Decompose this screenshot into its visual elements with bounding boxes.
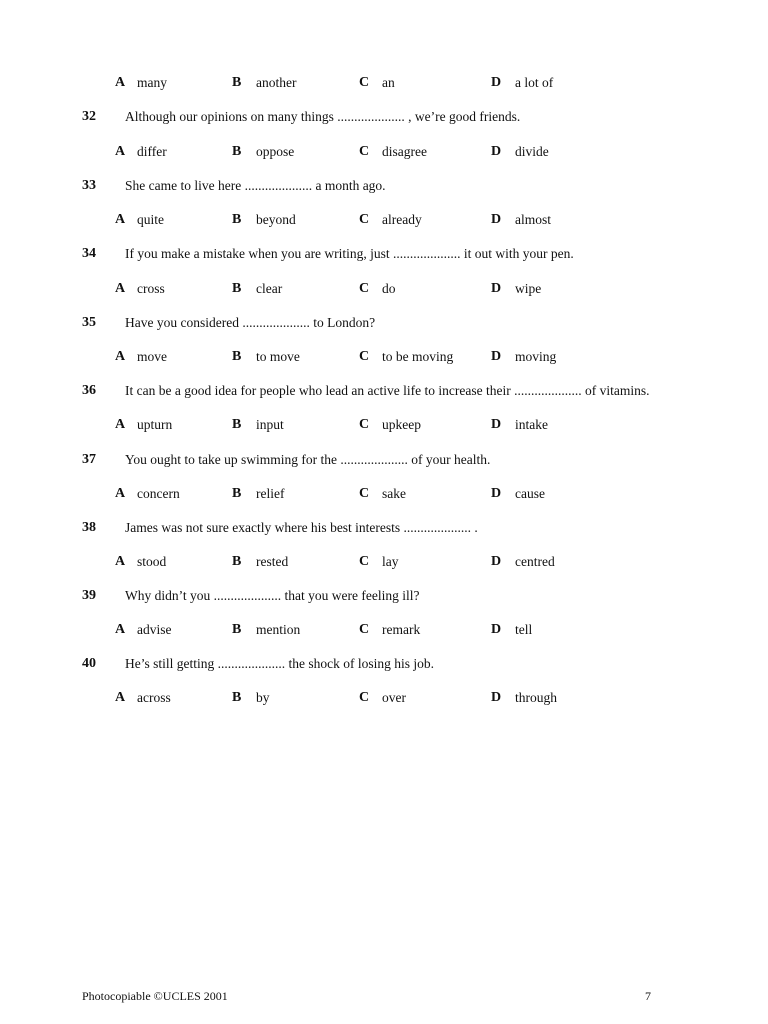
question-number: 33 bbox=[82, 178, 96, 193]
question-text: He’s still getting .................... the shock of losing his job. bbox=[125, 656, 434, 671]
option-text-a: quite bbox=[137, 212, 164, 227]
option-text-a: advise bbox=[137, 622, 172, 637]
option-text-b: relief bbox=[256, 486, 285, 501]
option-text-c: already bbox=[382, 212, 422, 227]
question-38 bbox=[0, 520, 768, 540]
option-text-a: cross bbox=[137, 281, 165, 296]
option-letter-d: D bbox=[491, 144, 502, 159]
question-number: 37 bbox=[82, 452, 96, 467]
option-letter-d: D bbox=[491, 554, 502, 569]
option-text-c: sake bbox=[382, 486, 406, 501]
option-text-b: clear bbox=[256, 281, 283, 296]
option-text-a: across bbox=[137, 690, 171, 705]
option-text-a: upturn bbox=[137, 417, 173, 432]
option-text-d: centred bbox=[515, 554, 555, 569]
option-letter-c: C bbox=[359, 417, 370, 432]
option-text-d: cause bbox=[515, 486, 545, 501]
option-letter-d: D bbox=[491, 486, 502, 501]
option-letter-c: C bbox=[359, 144, 370, 159]
option-letter-b: B bbox=[232, 622, 242, 637]
option-letter-d: D bbox=[491, 417, 502, 432]
option-letter-c: C bbox=[359, 554, 370, 569]
option-letter-c: C bbox=[359, 349, 370, 364]
question-35 bbox=[0, 315, 768, 335]
question-37 bbox=[0, 452, 768, 472]
option-letter-a: A bbox=[115, 144, 126, 159]
question-text: James was not sure exactly where his best interests .................... . bbox=[125, 520, 478, 535]
option-letter-c: C bbox=[359, 622, 370, 637]
question-number: 39 bbox=[82, 588, 96, 603]
option-text-a: stood bbox=[137, 554, 167, 569]
question-40 bbox=[0, 656, 768, 676]
option-letter-a: A bbox=[115, 349, 126, 364]
options-row-38 bbox=[0, 554, 768, 574]
option-text-c: to be moving bbox=[382, 349, 454, 364]
question-number: 38 bbox=[82, 520, 96, 535]
option-letter-d: D bbox=[491, 212, 502, 227]
option-text-a: move bbox=[137, 349, 167, 364]
option-letter-c: C bbox=[359, 212, 370, 227]
option-text-d: divide bbox=[515, 144, 549, 159]
option-text-a: many bbox=[137, 75, 167, 90]
option-text-c: do bbox=[382, 281, 396, 296]
question-number: 32 bbox=[82, 109, 96, 124]
option-text-d: wipe bbox=[515, 281, 542, 296]
option-letter-b: B bbox=[232, 349, 242, 364]
option-text-c: upkeep bbox=[382, 417, 421, 432]
question-number: 40 bbox=[82, 656, 96, 671]
options-row-36 bbox=[0, 417, 768, 437]
question-text: Why didn’t you .................... that you were feeling ill? bbox=[125, 588, 420, 603]
option-letter-c: C bbox=[359, 486, 370, 501]
option-text-b: another bbox=[256, 75, 297, 90]
option-letter-c: C bbox=[359, 281, 370, 296]
option-letter-d: D bbox=[491, 75, 502, 90]
option-letter-a: A bbox=[115, 212, 126, 227]
question-text: She came to live here .................... a month ago. bbox=[125, 178, 386, 193]
options-row-34 bbox=[0, 281, 768, 301]
page-number: 7 bbox=[645, 989, 651, 1003]
question-text: You ought to take up swimming for the .................... of your health. bbox=[125, 452, 491, 467]
options-row-32 bbox=[0, 144, 768, 164]
option-text-d: a lot of bbox=[515, 75, 554, 90]
option-letter-c: C bbox=[359, 75, 370, 90]
question-33 bbox=[0, 178, 768, 198]
option-letter-b: B bbox=[232, 281, 242, 296]
option-text-a: concern bbox=[137, 486, 180, 501]
option-text-b: mention bbox=[256, 622, 301, 637]
option-letter-b: B bbox=[232, 417, 242, 432]
option-letter-b: B bbox=[232, 690, 242, 705]
question-text: It can be a good idea for people who lead an active life to increase their .................... of vitamins. bbox=[125, 383, 650, 398]
option-letter-d: D bbox=[491, 349, 502, 364]
option-letter-a: A bbox=[115, 554, 126, 569]
question-32 bbox=[0, 109, 768, 129]
option-text-d: tell bbox=[515, 622, 533, 637]
footer-copyright: Photocopiable ©UCLES 2001 bbox=[82, 989, 228, 1003]
question-36 bbox=[0, 383, 768, 403]
option-text-c: disagree bbox=[382, 144, 427, 159]
option-text-c: remark bbox=[382, 622, 421, 637]
option-letter-a: A bbox=[115, 75, 126, 90]
option-letter-d: D bbox=[491, 690, 502, 705]
option-letter-d: D bbox=[491, 622, 502, 637]
options-row-37 bbox=[0, 486, 768, 506]
question-number: 35 bbox=[82, 315, 96, 330]
options-row-31 bbox=[0, 75, 768, 95]
option-letter-a: A bbox=[115, 622, 126, 637]
option-text-b: beyond bbox=[256, 212, 296, 227]
option-letter-a: A bbox=[115, 417, 126, 432]
option-letter-b: B bbox=[232, 554, 242, 569]
option-text-d: moving bbox=[515, 349, 557, 364]
option-letter-b: B bbox=[232, 212, 242, 227]
option-text-d: almost bbox=[515, 212, 551, 227]
option-text-c: an bbox=[382, 75, 395, 90]
option-text-c: over bbox=[382, 690, 406, 705]
option-text-b: oppose bbox=[256, 144, 295, 159]
question-text: If you make a mistake when you are writing, just .................... it out with your pen. bbox=[125, 246, 574, 261]
question-text: Have you considered .................... to London? bbox=[125, 315, 376, 330]
option-text-a: differ bbox=[137, 144, 167, 159]
option-letter-d: D bbox=[491, 281, 502, 296]
option-letter-b: B bbox=[232, 486, 242, 501]
question-34 bbox=[0, 246, 768, 266]
options-row-40 bbox=[0, 690, 768, 710]
option-text-d: intake bbox=[515, 417, 548, 432]
question-text: Although our opinions on many things .................... , we’re good friends. bbox=[125, 109, 521, 124]
option-text-c: lay bbox=[382, 554, 399, 569]
option-letter-b: B bbox=[232, 75, 242, 90]
options-row-39 bbox=[0, 622, 768, 642]
option-letter-a: A bbox=[115, 486, 126, 501]
option-text-b: by bbox=[256, 690, 270, 705]
question-number: 36 bbox=[82, 383, 96, 398]
options-row-35 bbox=[0, 349, 768, 369]
question-39 bbox=[0, 588, 768, 608]
option-text-b: input bbox=[256, 417, 284, 432]
options-row-33 bbox=[0, 212, 768, 232]
option-text-d: through bbox=[515, 690, 557, 705]
question-number: 34 bbox=[82, 246, 96, 261]
option-letter-c: C bbox=[359, 690, 370, 705]
option-text-b: rested bbox=[256, 554, 289, 569]
option-letter-b: B bbox=[232, 144, 242, 159]
option-text-b: to move bbox=[256, 349, 300, 364]
option-letter-a: A bbox=[115, 281, 126, 296]
option-letter-a: A bbox=[115, 690, 126, 705]
